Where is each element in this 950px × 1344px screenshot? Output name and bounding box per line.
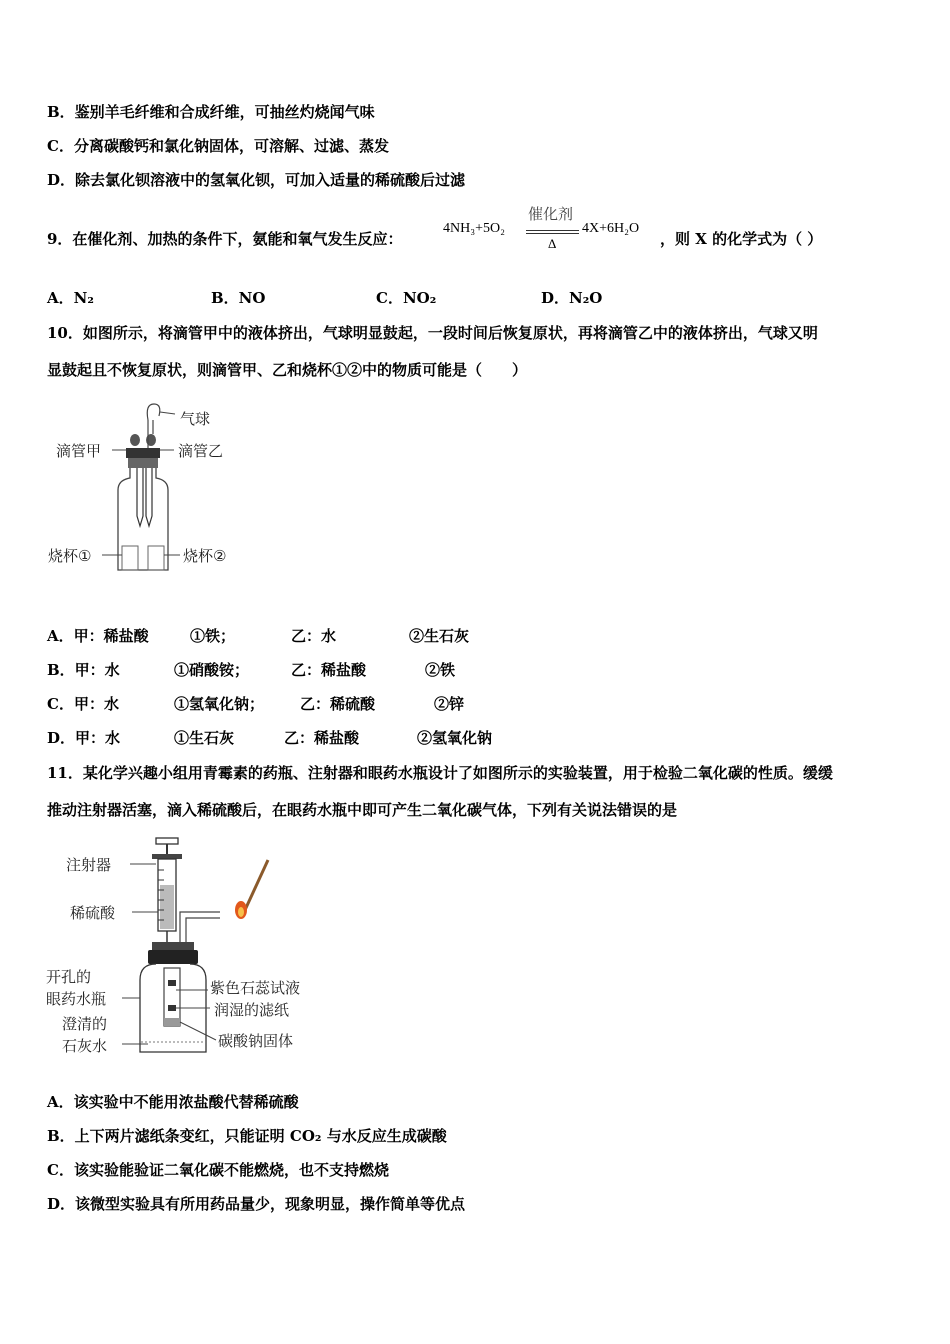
balloon-icon (147, 404, 160, 420)
q10-figure (40, 398, 260, 578)
q10-c-beaker1: ①氢氧化钠； (174, 695, 265, 713)
q8-option-b: B．鉴别羊毛纤维和合成纤维，可抽丝灼烧闻气味 (47, 103, 375, 121)
q10-c-key: C．甲：水 (47, 695, 119, 713)
eq-products: 4X+6H₂O (582, 221, 640, 236)
q10-a-beaker1: ①铁； (190, 627, 236, 645)
q10-c-beaker2: ②锌 (434, 695, 465, 713)
litmus-label-2: 润湿的滤纸 (214, 1001, 290, 1019)
q11-option-c: C．该实验能验证二氧化碳不能燃烧，也不支持燃烧 (47, 1161, 389, 1179)
q10-a-beaker2: ②生石灰 (409, 627, 470, 645)
q10-stem-line1: 10．如图所示，将滴管甲中的液体挤出，气球明显鼓起，一段时间后恢复原状，再将滴管乙中的液体挤出，气球又明 (47, 324, 818, 342)
q10-b-key: B．甲：水 (47, 661, 120, 679)
q10-stem-line2: 显鼓起且不恢复原状，则滴管甲、乙和烧杯①②中的物质可能是（ ） (47, 361, 528, 379)
bottle-cap (152, 942, 194, 950)
q10-d-dropper-b: 乙：稀盐酸 (284, 729, 360, 747)
litmus-label-1: 紫色石蕊试液 (210, 979, 301, 997)
eq-heat: Δ (548, 236, 557, 251)
limewater-label-1: 澄清的 (62, 1015, 108, 1033)
q11-stem-line1: 11．某化学兴趣小组用青霉素的药瓶、注射器和眼药水瓶设计了如图所示的实验装置，用于检验二氧化碳的性质。缓缓 (47, 764, 833, 782)
q10-a-key: A．甲：稀盐酸 (47, 627, 149, 645)
beaker-1 (122, 546, 138, 570)
limewater-label-2: 石灰水 (62, 1037, 108, 1055)
q9-option-a: A．N₂ (47, 289, 94, 307)
balloon-pointer (160, 412, 175, 414)
inner-vial (164, 968, 180, 1026)
q10-d-key: D．甲：水 (47, 729, 121, 747)
q11-stem-line2: 推动注射器活塞，滴入稀硫酸后，在眼药水瓶中即可产生二氧化碳气体，下列有关说法错误的是 (47, 801, 678, 819)
q11-option-d: D．该微型实验具有所用药品量少，现象明显，操作简单等优点 (47, 1195, 466, 1213)
filter-paper-top (168, 980, 176, 986)
dropper-a-bulb (130, 434, 140, 446)
eq-arrow-line-1 (526, 230, 579, 231)
q9-stem (47, 229, 402, 249)
dropper-b (146, 468, 152, 526)
q10-b-dropper-b: 乙：稀盐酸 (291, 661, 367, 679)
q10-b-beaker1: ①硝酸铵； (174, 661, 250, 679)
bottle-label-2: 眼药水瓶 (46, 990, 107, 1008)
dropper-a (137, 468, 143, 526)
stopper (126, 448, 160, 458)
q10-c-dropper-b: 乙：稀硫酸 (300, 695, 376, 713)
match-stick (245, 860, 268, 910)
carbonate-solid (164, 1018, 180, 1026)
q9-stem-before: 9．在催化剂、加热的条件下，氨能和氧气发生反应： (47, 230, 403, 248)
bottle-label-1: 开孔的 (46, 968, 92, 986)
eq-arrow-line-2 (526, 233, 579, 234)
eq-reactants: 4NH₃+5O₂ (443, 221, 505, 236)
eq-catalyst: 催化剂 (528, 205, 574, 223)
syringe-label: 注射器 (66, 856, 112, 874)
beaker-2 (148, 546, 164, 570)
syringe-plunger-cap (156, 838, 178, 844)
acid-liquid (160, 885, 174, 929)
carbonate-label: 碳酸钠固体 (218, 1032, 294, 1050)
q9-option-d: D．N₂O (541, 289, 603, 307)
q10-d-beaker1: ①生石灰 (174, 729, 235, 747)
q9-option-b: B．NO (211, 289, 266, 307)
q9-stem-after: ，则 X 的化学式为（ ） (660, 230, 823, 248)
q11-option-b: B．上下两片滤纸条变红，只能证明 CO₂ 与水反应生成碳酸 (47, 1127, 447, 1145)
q9-option-c: C．NO₂ (376, 289, 437, 307)
beaker-1-label: 烧杯① (48, 547, 92, 565)
q11-option-a: A．该实验中不能用浓盐酸代替稀硫酸 (47, 1093, 299, 1111)
q8-option-c: C．分离碳酸钙和氯化钠固体，可溶解、过滤、蒸发 (47, 137, 389, 155)
dropper-b-label: 滴管乙 (178, 442, 224, 460)
acid-label: 稀硫酸 (70, 904, 116, 922)
q10-a-dropper-b: 乙：水 (291, 627, 337, 645)
dropper-a-label: 滴管甲 (56, 442, 102, 460)
q8-option-d: D．除去氯化钡溶液中的氢氧化钡，可加入适量的稀硫酸后过滤 (47, 171, 466, 189)
balloon-label: 气球 (180, 410, 211, 428)
filter-paper-bottom (168, 1005, 176, 1011)
q10-b-beaker2: ②铁 (425, 661, 456, 679)
q9-equation (443, 203, 663, 253)
beaker-2-label: 烧杯② (183, 547, 227, 565)
q11-figure (40, 830, 340, 1066)
q10-d-beaker2: ②氢氧化钠 (417, 729, 493, 747)
